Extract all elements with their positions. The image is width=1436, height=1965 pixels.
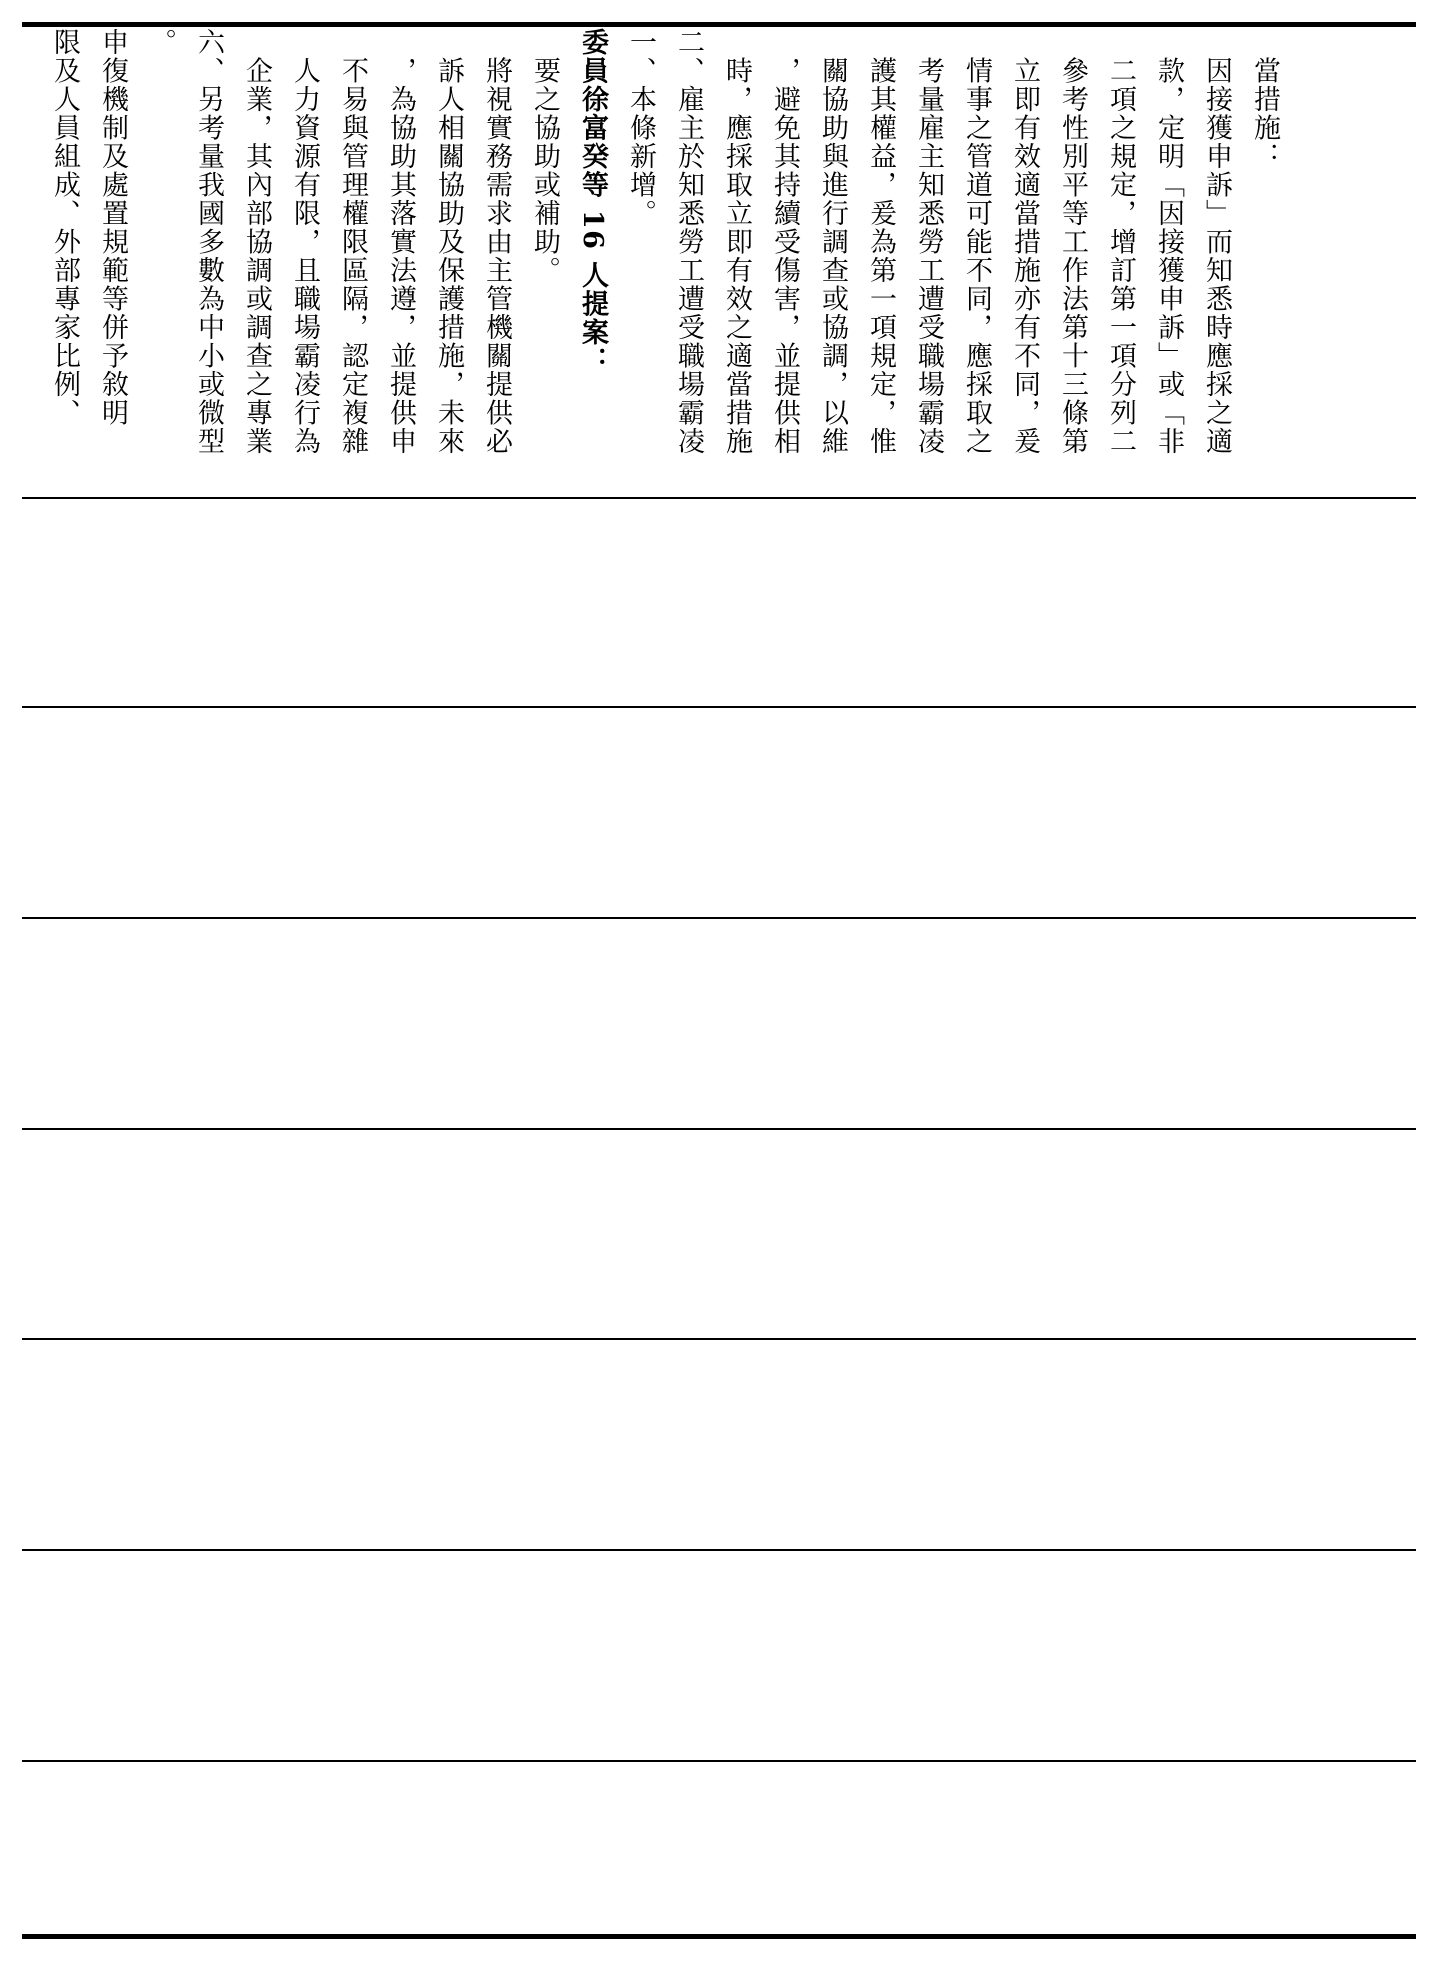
row-divider	[22, 1549, 1416, 1551]
table-bottom-border	[22, 1934, 1416, 1939]
text-line: 當措施：	[1249, 28, 1280, 171]
text-line: 立即有效適當措施亦有不同，爰	[1009, 28, 1040, 456]
explanation-column-text	[40, 28, 1416, 490]
text-line: 關協助與進行調查或協調，以維	[817, 28, 848, 456]
row-divider	[22, 497, 1416, 499]
text-line: 二、雇主於知悉勞工遭受職場霸凌	[673, 28, 704, 456]
text-line: 款，定明「因接獲申訴」或「非	[1153, 28, 1184, 456]
text-line: 因接獲申訴」而知悉時應採之適	[1201, 28, 1232, 456]
text-line: 考量雇主知悉勞工遭受職場霸凌	[913, 28, 944, 456]
text-line: 要之協助或補助。	[529, 28, 560, 285]
row-divider	[22, 917, 1416, 919]
text-line: 不易與管理權限區隔，認定複雜	[337, 28, 368, 456]
text-line: 申復機制及處置規範等併予敘明	[97, 28, 128, 427]
proposal-heading: 委員徐富癸等 16 人提案：	[577, 28, 608, 376]
table-top-border	[22, 22, 1416, 27]
text-line: 訴人相關協助及保護措施，未來	[433, 28, 464, 456]
text-line: 六、另考量我國多數為中小或微型	[193, 28, 224, 456]
text-line: ，為協助其落實法遵，並提供申	[385, 28, 416, 456]
text-line: 限及人員組成、外部專家比例、	[49, 28, 80, 427]
text-line: 參考性別平等工作法第十三條第	[1057, 28, 1088, 456]
text-line: 人力資源有限，且職場霸凌行為	[289, 28, 320, 456]
text-line: 二項之規定，增訂第一項分列二	[1105, 28, 1136, 456]
row-divider	[22, 1338, 1416, 1340]
text-line: 情事之管道可能不同，應採取之	[961, 28, 992, 456]
text-line: 一、本條新增。	[625, 28, 656, 228]
text-line: 。	[145, 28, 176, 57]
row-divider	[22, 706, 1416, 708]
text-line: 企業，其內部協調或調查之專業	[241, 28, 272, 456]
text-line: 時，應採取立即有效之適當措施	[721, 28, 752, 456]
text-line: 護其權益，爰為第一項規定，惟	[865, 28, 896, 456]
text-line: 將視實務需求由主管機關提供必	[481, 28, 512, 456]
row-divider	[22, 1128, 1416, 1130]
row-divider	[22, 1760, 1416, 1762]
text-line: ，避免其持續受傷害，並提供相	[769, 28, 800, 456]
